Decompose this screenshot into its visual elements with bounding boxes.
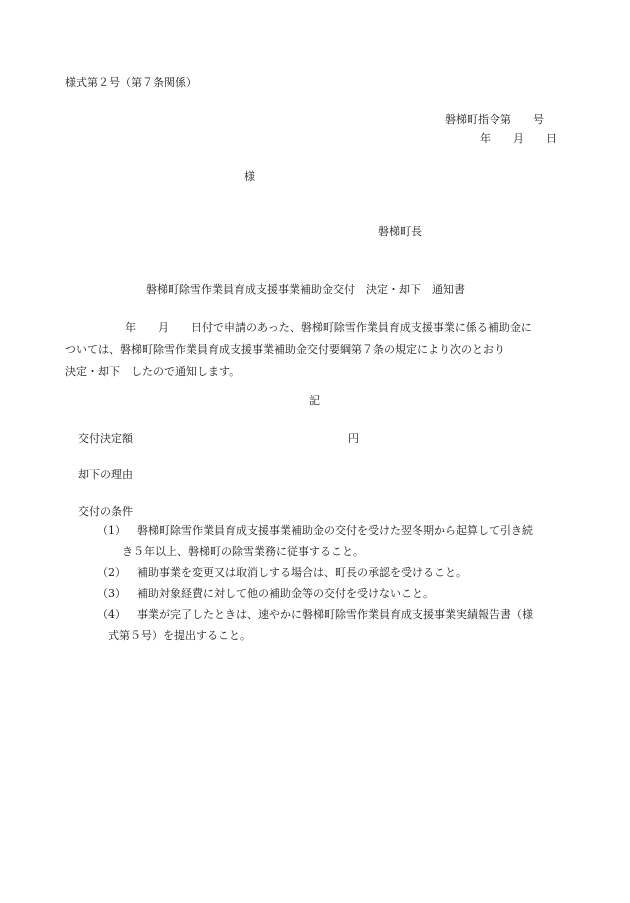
condition-text: 補助対象経費に対して他の補助金等の交付を受けないこと。 — [137, 587, 434, 600]
form-label: 様式第２号（第７条関係） — [65, 76, 197, 89]
condition-text: 事業が完了したときは、速やかに磐梯町除雪作業員育成支援事業実績報告書（様 — [137, 608, 533, 621]
condition-text-cont: き５年以上、磐梯町の除雪業務に従事すること。 — [122, 545, 364, 558]
notice-body — [65, 317, 563, 383]
yen-unit: 円 — [348, 432, 359, 445]
addressee-suffix: 様 — [244, 170, 255, 183]
body-line-3: 決定・却下 したので通知します。 — [65, 365, 241, 378]
condition-number: （2） — [97, 566, 126, 579]
condition-number: （1） — [97, 524, 126, 537]
condition-text: 補助事業を変更又は取消しする場合は、町長の承認を受けること。 — [137, 566, 467, 579]
body-line-2: ついては、磐梯町除雪作業員育成支援事業補助金交付要綱第７条の規定により次のとおり — [65, 343, 505, 356]
grant-amount-label: 交付決定額 — [78, 432, 133, 445]
condition-item — [0, 583, 630, 604]
document-number: 磐梯町指令第 号 — [445, 113, 544, 126]
condition-item — [0, 520, 630, 562]
date-line: 年 月 日 — [480, 132, 557, 145]
issuer: 磐梯町長 — [378, 225, 422, 238]
body-line-1: 年 月 日付で申請のあった、磐梯町除雪作業員育成支援事業に係る補助金に — [125, 321, 532, 334]
rejection-reason-label: 却下の理由 — [78, 468, 133, 481]
conditions-label: 交付の条件 — [78, 505, 133, 518]
condition-item — [0, 604, 630, 646]
condition-number: （3） — [97, 587, 126, 600]
document-title: 磐梯町除雪作業員育成支援事業補助金交付 決定・却下 通知書 — [146, 283, 465, 296]
condition-text: 磐梯町除雪作業員育成支援事業補助金の交付を受けた翌冬期から起算して引き続 — [137, 524, 533, 537]
ki-heading: 記 — [309, 394, 320, 407]
conditions-list — [0, 520, 630, 646]
condition-text-cont: 式第５号）を提出すること。 — [108, 629, 251, 642]
condition-number: （4） — [97, 608, 126, 621]
condition-item — [0, 562, 630, 583]
